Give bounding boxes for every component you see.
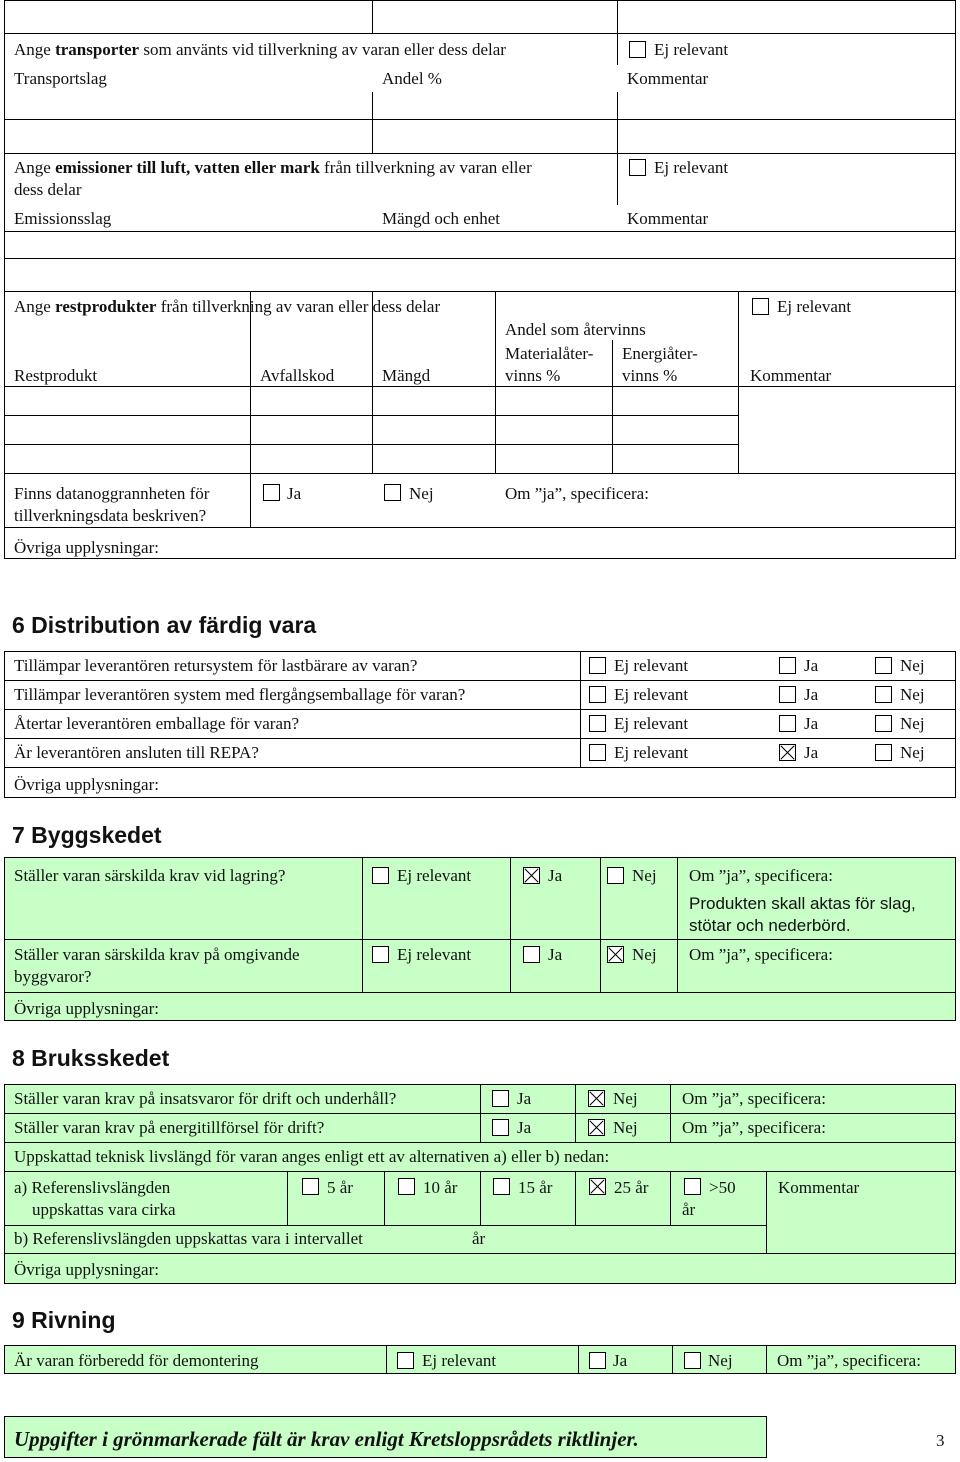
distribution-question: Tillämpar leverantören retursystem för lastbärare av varan? [14,656,418,675]
emission-col-emissionsslag: Emissionsslag [14,209,112,228]
alt-a-label-2: uppskattas vara cirka [32,1200,176,1219]
opt-50-label-unit: år [682,1200,696,1219]
s6-ovriga-label: Övriga upplysningar: [14,775,159,794]
ja-label: Ja [804,685,819,704]
rest-ej-relevant-checkbox[interactable] [752,298,769,315]
insatsvaror-ja-label: Ja [517,1089,532,1108]
data-question-1: Finns datanoggrannheten för [14,484,210,503]
nej-checkbox[interactable] [875,715,892,732]
omgivande-nej-checkbox-checked[interactable] [607,946,624,963]
emission-table [4,119,956,259]
lagring-nej-checkbox[interactable] [607,867,624,884]
nej-checkbox[interactable] [875,686,892,703]
energi-question: Ställer varan krav på energitillförsel för drift? [14,1118,325,1137]
lagring-ej-relevant-checkbox[interactable] [372,867,389,884]
rivning-ja-label: Ja [613,1351,628,1370]
distribution-question: Tillämpar leverantören system med flergångsemballage för varan? [14,685,466,704]
rest-mat-header-1: Materialåter- [505,344,594,363]
energi-nej-checkbox-checked[interactable] [588,1119,605,1136]
data-ja-checkbox[interactable] [263,484,280,501]
omgivande-ja-checkbox[interactable] [523,946,540,963]
nej-label: Nej [900,685,925,704]
footer-note: Uppgifter i grönmarkerade fält är krav enligt Kretsloppsrådets riktlinjer. [14,1427,639,1451]
nej-label: Nej [900,656,925,675]
nej-checkbox[interactable] [875,657,892,674]
omgivande-nej-label: Nej [632,945,657,964]
transport-col-kommentar: Kommentar [627,69,709,88]
omgivande-om-ja-label: Om ”ja”, specificera: [689,945,833,964]
energi-nej-label: Nej [613,1118,638,1137]
section-7-title: 7 Byggskedet [12,822,162,848]
data-om-ja-label: Om ”ja”, specificera: [505,484,649,503]
energi-ja-checkbox[interactable] [492,1119,509,1136]
ej-relevant-checkbox[interactable] [589,744,606,761]
lagring-nej-label: Nej [632,866,657,885]
rivning-nej-label: Nej [708,1351,733,1370]
transport-col-transportslag: Transportslag [14,69,107,88]
ej-relevant-checkbox[interactable] [589,715,606,732]
rest-col-restprodukt: Restprodukt [14,366,98,385]
opt-15-checkbox[interactable] [493,1178,510,1195]
rest-col-avfallskod: Avfallskod [260,366,335,385]
opt-50-checkbox[interactable] [684,1178,701,1195]
livslangd-kommentar-label: Kommentar [778,1178,860,1197]
opt-25-checkbox-checked[interactable] [589,1178,606,1195]
insatsvaror-question: Ställer varan krav på insatsvaror för drift och underhåll? [14,1089,397,1108]
ej-relevant-label: Ej relevant [614,685,689,704]
section-6-title: 6 Distribution av färdig vara [12,612,317,638]
ja-label: Ja [804,743,819,762]
data-nej-checkbox[interactable] [384,484,401,501]
rest-ej-relevant-label: Ej relevant [777,297,852,316]
omgivande-question-1: Ställer varan särskilda krav på omgivande [14,945,300,964]
transport-table [4,0,956,120]
lagring-question: Ställer varan särskilda krav vid lagring? [14,866,286,885]
omgivande-ej-relevant-checkbox[interactable] [372,946,389,963]
opt-5-checkbox[interactable] [302,1178,319,1195]
alt-b-unit: år [472,1229,486,1248]
insatsvaror-nej-label: Nej [613,1089,638,1108]
lagring-om-ja-label: Om ”ja”, specificera: [689,866,833,885]
ja-label: Ja [804,656,819,675]
rest-question: Ange restprodukter från tillverkning av varan eller dess delar [14,297,441,316]
nej-checkbox[interactable] [875,744,892,761]
section-9-title: 9 Rivning [12,1307,116,1333]
transport-ej-relevant-label: Ej relevant [654,40,729,59]
emission-question-line2: dess delar [14,180,82,199]
rest-mat-header-2: vinns % [505,366,561,385]
data-question-2: tillverkningsdata beskriven? [14,506,207,525]
rest-col-mangd: Mängd [382,366,431,385]
transport-question: Ange transporter som använts vid tillverkning av varan eller dess delar [14,40,506,59]
energi-ja-label: Ja [517,1118,532,1137]
ja-checkbox[interactable] [779,686,796,703]
opt-25-label: 25 år [614,1178,649,1197]
rest-col-kommentar: Kommentar [750,366,832,385]
ja-checkbox[interactable] [779,715,796,732]
nej-label: Nej [900,743,925,762]
insatsvaror-ja-checkbox[interactable] [492,1090,509,1107]
emission-ej-relevant-label: Ej relevant [654,158,729,177]
distribution-question: Återtar leverantören emballage för varan? [14,714,300,733]
transport-ej-relevant-checkbox[interactable] [629,41,646,58]
rest-en-header-2: vinns % [622,366,678,385]
rest-en-header-1: Energiåter- [622,344,698,363]
rivning-ja-checkbox[interactable] [589,1352,606,1369]
omgivande-question-2: byggvaror? [14,967,92,986]
ej-relevant-label: Ej relevant [614,714,689,733]
opt-10-checkbox[interactable] [398,1178,415,1195]
lagring-ja-label: Ja [548,866,563,885]
data-ja-label: Ja [287,484,302,503]
emission-question: Ange emissioner till luft, vatten eller mark från tillverkning av varan eller [14,158,532,177]
livslangd-instruction: Uppskattad teknisk livslängd för varan anges enligt ett av alternativen a) eller b) nedan: [14,1147,610,1166]
ej-relevant-checkbox[interactable] [589,657,606,674]
ej-relevant-label: Ej relevant [614,656,689,675]
rivning-ej-relevant-checkbox[interactable] [397,1352,414,1369]
transport-col-andel: Andel % [382,69,442,88]
alt-a-label-1: a) Referenslivslängden [14,1178,171,1197]
opt-50-label: >50 [709,1178,736,1197]
omgivande-ej-relevant-label: Ej relevant [397,945,472,964]
s5-ovriga-label: Övriga upplysningar: [14,538,159,557]
section-8-title: 8 Bruksskedet [12,1045,170,1071]
ej-relevant-label: Ej relevant [614,743,689,762]
data-nej-label: Nej [409,484,434,503]
rivning-question: Är varan förberedd för demontering [14,1351,259,1370]
ej-relevant-checkbox[interactable] [589,686,606,703]
rest-andel-header: Andel som återvinns [505,320,646,339]
s8-ovriga-label: Övriga upplysningar: [14,1260,159,1279]
rivning-nej-checkbox[interactable] [684,1352,701,1369]
ja-checkbox-checked[interactable] [779,744,796,761]
lagring-ja-checkbox-checked[interactable] [523,867,540,884]
ja-checkbox[interactable] [779,657,796,674]
ja-label: Ja [804,714,819,733]
emission-col-mangd: Mängd och enhet [382,209,501,228]
page-number: 3 [936,1431,945,1450]
insatsvaror-nej-checkbox-checked[interactable] [588,1090,605,1107]
omgivande-ja-label: Ja [548,945,563,964]
s7-ovriga-label: Övriga upplysningar: [14,999,159,1018]
insatsvaror-om-ja-label: Om ”ja”, specificera: [682,1089,826,1108]
lagring-answer-2[interactable]: stötar och nederbörd. [689,916,851,935]
lagring-ej-relevant-label: Ej relevant [397,866,472,885]
energi-om-ja-label: Om ”ja”, specificera: [682,1118,826,1137]
nej-label: Nej [900,714,925,733]
emission-col-kommentar: Kommentar [627,209,709,228]
rivning-ej-relevant-label: Ej relevant [422,1351,497,1370]
rivning-om-ja-label: Om ”ja”, specificera: [777,1351,921,1370]
distribution-question: Är leverantören ansluten till REPA? [14,743,259,762]
lagring-answer-1[interactable]: Produkten skall aktas för slag, [689,894,916,913]
alt-b-label: b) Referenslivslängden uppskattas vara i intervallet [14,1229,363,1248]
opt-5-label: 5 år [327,1178,353,1197]
opt-15-label: 15 år [518,1178,553,1197]
opt-10-label: 10 år [423,1178,458,1197]
emission-ej-relevant-checkbox[interactable] [629,159,646,176]
